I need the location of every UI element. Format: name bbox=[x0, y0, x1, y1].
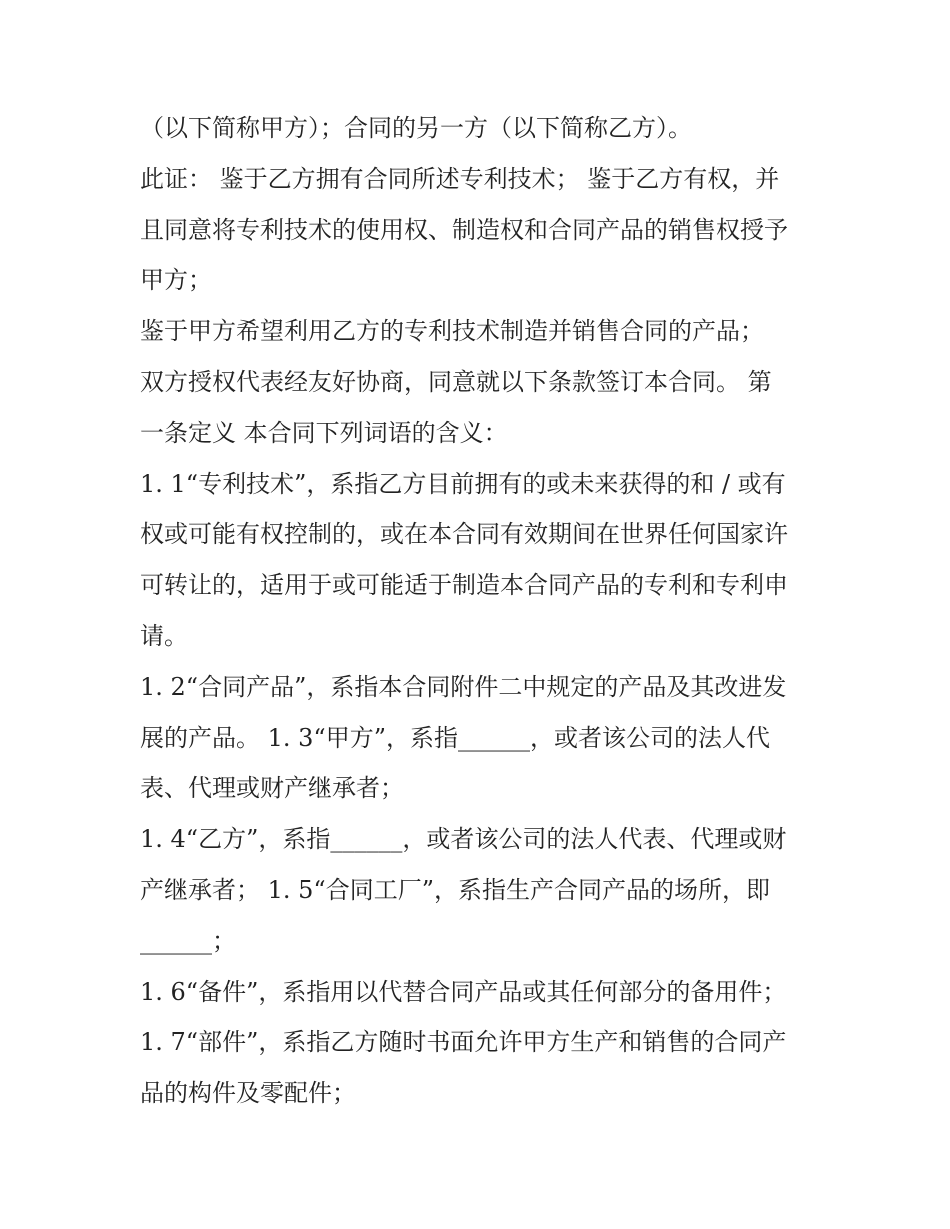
text-line: 展的产品。 1. 3“甲方”，系指______，或者该公司的法人代 bbox=[140, 723, 770, 752]
text-line: ______； bbox=[140, 926, 236, 955]
text-line: 产继承者； 1. 5“合同工厂”，系指生产合同产品的场所，即 bbox=[140, 875, 770, 904]
text-line: 甲方； bbox=[140, 266, 212, 295]
text-line: 双方授权代表经友好协商，同意就以下条款签订本合同。 第 bbox=[140, 367, 772, 396]
text-line: 可转让的，适用于或可能适于制造本合同产品的专利和专利申 bbox=[140, 571, 788, 600]
text-line: 1. 1“专利技术”，系指乙方目前拥有的或未来获得的和 / 或有 bbox=[140, 469, 786, 498]
text-line: 1. 6“备件”，系指用以代替合同产品或其任何部分的备用件； bbox=[140, 977, 787, 1006]
text-line: 品的构件及零配件； bbox=[140, 1079, 356, 1108]
contract-text bbox=[140, 103, 820, 1119]
text-line: 此证： 鉴于乙方拥有合同所述专利技术； 鉴于乙方有权，并 bbox=[140, 164, 780, 193]
text-line: （以下简称甲方）；合同的另一方（以下简称乙方）。 bbox=[140, 114, 692, 142]
text-line: 一条定义 本合同下列词语的含义： bbox=[140, 418, 508, 447]
text-line: 1. 4“乙方”，系指______，或者该公司的法人代表、代理或财 bbox=[140, 825, 787, 854]
text-line: 鉴于甲方希望利用乙方的专利技术制造并销售合同的产品； bbox=[140, 317, 764, 346]
text-line: 且同意将专利技术的使用权、制造权和合同产品的销售权授予 bbox=[140, 215, 788, 244]
text-line: 权或可能有权控制的，或在本合同有效期间在世界任何国家许 bbox=[140, 520, 788, 549]
text-line: 表、代理或财产继承者； bbox=[140, 774, 404, 803]
text-line: 1. 2“合同产品”，系指本合同附件二中规定的产品及其改进发 bbox=[140, 672, 787, 701]
text-line: 请。 bbox=[140, 621, 188, 650]
text-line: 1. 7“部件”，系指乙方随时书面允许甲方生产和销售的合同产 bbox=[140, 1028, 787, 1057]
